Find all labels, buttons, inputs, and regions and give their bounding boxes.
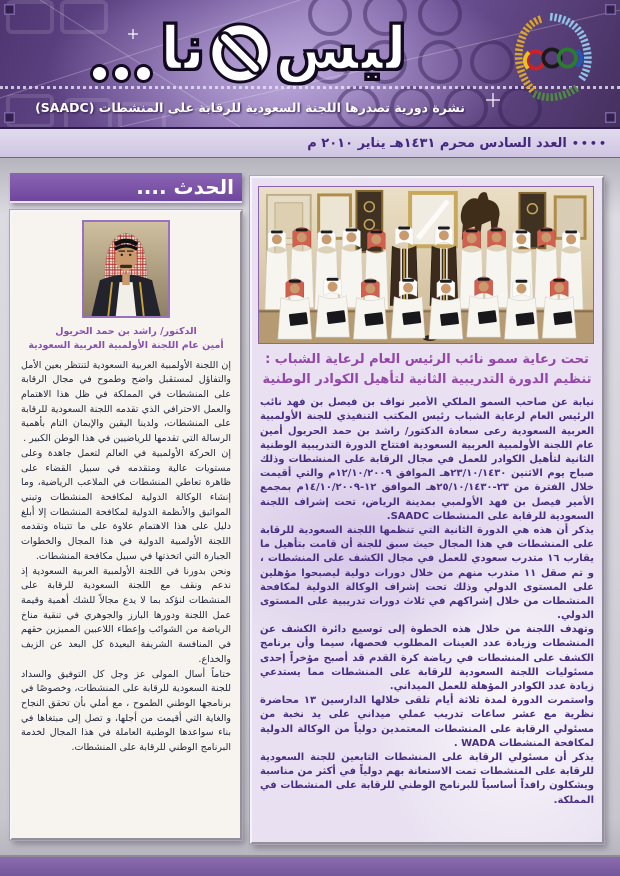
group-photo bbox=[258, 186, 594, 344]
paragraph: ختاماً أسال المولى عز وجل كل التوفيق والسداد للجنة السعودية للرقابة على المنشطات، وخصوصًا في برنامجها الوطني الطموح ، مع أملي بأن تحقق النجاح والغاية التي أقيمت من أجلها، و تصل إلى مبتغاها في بناء سواعدها الوطنية العاملة في هذا المجال لخدمة البرنامج الوطني للرقابة على المنشطات. bbox=[21, 668, 231, 754]
paragraph: يذكر أن هذه هي الدورة الثانية التي تنظمها اللجنة السعودية للرقابة على المنشطات في هذا المجال حيث سبق للجنة أن قامت بتأهيل ما يقارب ١٦ متدرب سعودي للعمل في مجال الكشف على المنشطات ، و تم صقل ١١ متدرب منهم من خلال دورات دولية ليصبحوا مؤهلين على المستوى الدولي وذلك تحت إشراف الوكالة الدولية لمكافحة المنشطات من خلال إشراكهم في ثلاث دورات تدريبية على المستوى الدولي. bbox=[260, 524, 594, 622]
main-article-body bbox=[260, 396, 594, 840]
title-ellipsis bbox=[93, 67, 150, 80]
paragraph: ونحن بدورنا في اللجنة الأولمبية العربية السعودية إذ ندعم ونقف مع اللجنة السعودية للرقابة على المنشطات لنؤكد بما لا يدع مجالاً للشك أهمية وقيمة عمل اللجنة ودورها البارز والجوهري في تنقية مناخ الرياضة من الشوائب وإعطاء اللاعبين المميزين حقهم في المنافسة الشريفة البعيدة كل البعد عن الزيف والخداع. bbox=[21, 565, 231, 665]
title-word-right: ليس bbox=[275, 14, 407, 84]
main-article-panel bbox=[250, 176, 604, 844]
no-entry-icon bbox=[209, 22, 271, 84]
corner-ornament bbox=[4, 4, 15, 15]
paragraph: إن اللجنة الأولمبية العربية السعودية لتنتظر بعين الأمل والتفاؤل لمستقبل واضح وطموح في مجال الرقابة على المنشطات في المملكة في ظل هذا الاهتمام والعمل الاحترافي الذي تقدمه اللجنة السعودية للرقابة على المنشطات، ولدينا اليقين والإيمان التام بأهمية الرسالة التي تقدمها للرياضيين في هذا الوطن الكبير . bbox=[21, 359, 231, 445]
corner-ornament bbox=[605, 112, 616, 123]
footer-bar bbox=[0, 855, 620, 876]
portrait-role: أمين عام اللجنة الأولمبية العربية السعودية bbox=[28, 340, 224, 352]
paragraph: إن الحركة الأولمبية في العالم لتعمل جاهدة وعلى مستويات عالية ومتقدمه في سبيل القضاء على ظاهرة تعاطي المنشطات في الملاعب الرياضية، وما إنشاء الوكالة الدولية لمكافحة المنشطات وتبني المواثيق والأنظمة الدولية لمكافحة المنشطات إلا أبلغ دليل على هذا الاهتمام علاوة على ما تتبناه وتقدمه اللجنة الأولمبية الدولية في هذا المجال والخطوات الجبارة التي اتخذتها في سبيل مكافحة المنشطات. bbox=[21, 447, 231, 562]
paragraph: واستمرت الدورة لمدة ثلاثة أيام تلقى خلالها الدارسين ١٣ محاضرة نظرية مع عشر ساعات تدريب عملي ميداني على يد نخبة من مسئولي الرقابة على المنشطات المعتمدين دولياً من الوكالة الدولية لمكافحة المنشطات WADA . bbox=[260, 695, 594, 749]
paragraph: وتهدف اللجنة من خلال هذه الخطوة إلى توسيع دائرة الكشف عن المنشطات وزيادة عدد العينات المطلوب فحصها، سيما وأن برنامج الكشف على المنشطات في رياضة كرة القدم قد أصبح مؤخراً إحدى مسئوليات اللجنة السعودية للرقابة على المنشطات مما يستدعي زيادة عدد الكوادر المؤهلة للعمل الميداني. bbox=[260, 624, 594, 693]
headline-line1: تحت رعاية سمو نائب الرئيس العام لرعاية الشباب : bbox=[265, 352, 589, 367]
paragraph: نيابة عن صاحب السمو الملكي الأمير نواف بن فيصل بن فهد نائب الرئيس العام لرعاية الشباب رئيس المكتب التنفيذي للجنة الأولمبية العربية السعودية رعى سعادة الدكتور/ راشد بن حمد الحريول أمين عام اللجنة الأولمبية العربية السعودية افتتاح الدورة التدريبية الوطنية الثانية لتأهيل الكوادر للعمل في مجال الرقابة على المنشطات وذلك صباح يوم الاثنين ٢٣/١٠/١٤٣٠هـ الموافق ١٢/١٠/٢٠٠٩م والتي أقيمت خلال الفترة من ٢٣-٢٥/١٠/١٤٣٠هـ الموافق ١٢-١٤/١٠/٢٠٠٩م بمجمع الأمير فيصل بن فهد الأولمبي بمدينة الرياض، تحت إشراف اللجنة السعودية للرقابة على المنشطات SAADC. bbox=[260, 397, 594, 522]
event-section-header: الحدث .... bbox=[10, 173, 242, 203]
portrait-name: الدكتور/ راشد بن حمد الحريول bbox=[55, 326, 197, 337]
headline-line2: تنظيم الدورة التدريبية الثانية لتأهيل الكوادر الوطنية bbox=[262, 372, 592, 388]
paragraph: يذكر أن مسئولي الرقابة على المنشطات التابعين للجنة السعودية للرقابة على المنشطات تمت الاستعانة بهم دولياً في أكثر من مناسبة ويشكلون رافداً أساسياً للبرنامج الوطني للرقابة على المنشطات في المملكة. bbox=[260, 751, 594, 806]
portrait-caption bbox=[21, 325, 231, 354]
edition-text: العدد السادس محرم ١٤٣١هـ يناير ٢٠١٠ م bbox=[307, 135, 567, 151]
newsletter-subtitle: نشرة دورية تصدرها اللجنة السعودية للرقابة على المنشطات (SAADC) bbox=[35, 100, 465, 115]
portrait-photo bbox=[82, 220, 170, 318]
newsletter-title bbox=[20, 8, 480, 90]
corner-ornament bbox=[605, 4, 616, 15]
article-headline bbox=[260, 350, 594, 390]
olympic-committee-logo-icon bbox=[504, 10, 600, 106]
edition-bar bbox=[0, 127, 620, 158]
event-panel bbox=[10, 210, 242, 840]
edition-dots: •••• bbox=[571, 136, 608, 150]
event-article-body bbox=[21, 359, 231, 827]
corner-ornament bbox=[4, 112, 15, 123]
title-word-left: نا bbox=[160, 14, 206, 84]
masthead bbox=[0, 0, 620, 127]
